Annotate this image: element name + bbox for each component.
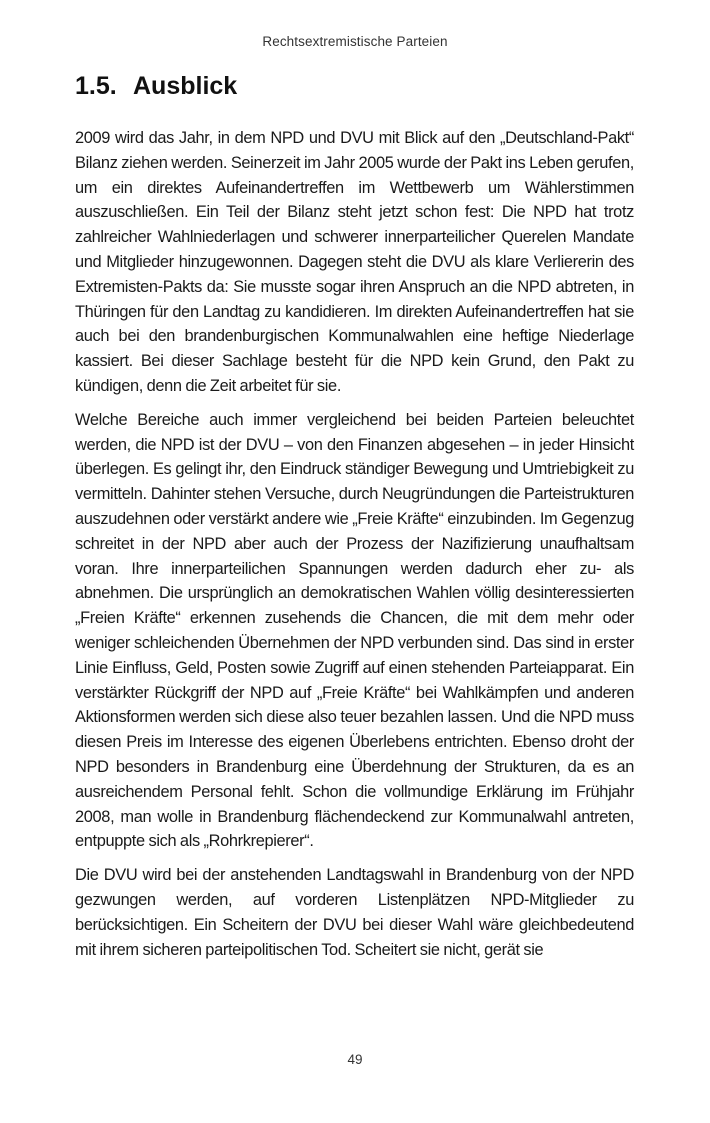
paragraph-2: Welche Bereiche auch immer vergleichend bei beiden Parteien beleuchtet werden, die NPD ist der DVU – von den Finanzen abgesehen – in jeder Hinsicht überlegen. Es gelingt ihr, den Eindruck ständiger Bewegung und Umtriebigkeit zu vermitteln. Dahinter stehen Versuche, durch Neugründungen die Parteistrukturen auszudehnen oder verstärkt andere wie „Freie Kräfte“ einzubinden. Im Gegenzug schreitet in der NPD aber auch der Prozess der Nazifizierung unaufhaltsam voran. Ihre innerparteilichen Spannungen werden dadurch eher zu- als abnehmen. Die ursprünglich an demokratischen Wahlen völlig desinteressierten „Freien Kräfte“ erkennen zusehends die Chancen, die mit dem mehr oder weniger schleichenden Übernehmen der NPD verbunden sind. Das sind in erster Linie Einfluss, Geld, Posten sowie Zugriff auf einen stehenden Parteiapparat. Ein verstärkter Rückgriff der NPD auf „Freie Kräfte“ bei Wahlkämpfen und anderen Aktionsformen werden sich diese also teuer bezahlen lassen. Und die NPD muss diesen Preis im Interesse des eigenen Überlebens entrichten. Ebenso droht der NPD besonders in Brandenburg eine Überdehnung der Strukturen, da es an ausreichendem Personal fehlt. Schon die vollmundige Erklärung im Frühjahr 2008, man wolle in Brandenburg flächendeckend zur Kommunalwahl antreten, entpuppte sich als „Rohrkrepierer“. xyxy=(75,410,634,851)
section-heading xyxy=(75,72,237,101)
body-text xyxy=(75,126,634,971)
running-header: Rechtsextremistische Parteien xyxy=(262,34,448,49)
page-number: 49 xyxy=(347,1052,363,1067)
section-number: 1.5. xyxy=(75,72,117,100)
paragraph-1: 2009 wird das Jahr, in dem NPD und DVU mit Blick auf den „Deutschland-Pakt“ Bilanz ziehen werden. Seinerzeit im Jahr 2005 wurde der Pakt ins Leben gerufen, um ein direktes Aufeinandertreffen im Wettbewerb um Wählerstimmen auszuschließen. Ein Teil der Bilanz steht jetzt schon fest: Die NPD hat trotz zahlreicher Wahlniederlagen und schwerer innerparteilicher Querelen Mandate und Mitglieder hinzugewonnen. Dagegen steht die DVU als klare Verliererin des Extremisten-Pakts da: Sie musste sogar ihren Anspruch an die NPD abtreten, in Thüringen für den Landtag zu kandidieren. Im direkten Aufeinandertreffen hat sie auch bei den brandenburgischen Kommunalwahlen eine heftige Niederlage kassiert. Bei dieser Sachlage besteht für die NPD kein Grund, den Pakt zu kündigen, denn die Zeit arbeitet für sie. xyxy=(75,129,634,395)
paragraph-3: Die DVU wird bei der anstehenden Landtagswahl in Brandenburg von der NPD gezwungen werden, auf vorderen Listenplätzen NPD-Mitglieder zu berücksichtigen. Ein Scheitern der DVU bei dieser Wahl wäre gleichbedeutend mit ihrem sicheren parteipolitischen Tod. Scheitert sie nicht, gerät sie xyxy=(75,866,634,959)
section-title: Ausblick xyxy=(133,72,238,100)
